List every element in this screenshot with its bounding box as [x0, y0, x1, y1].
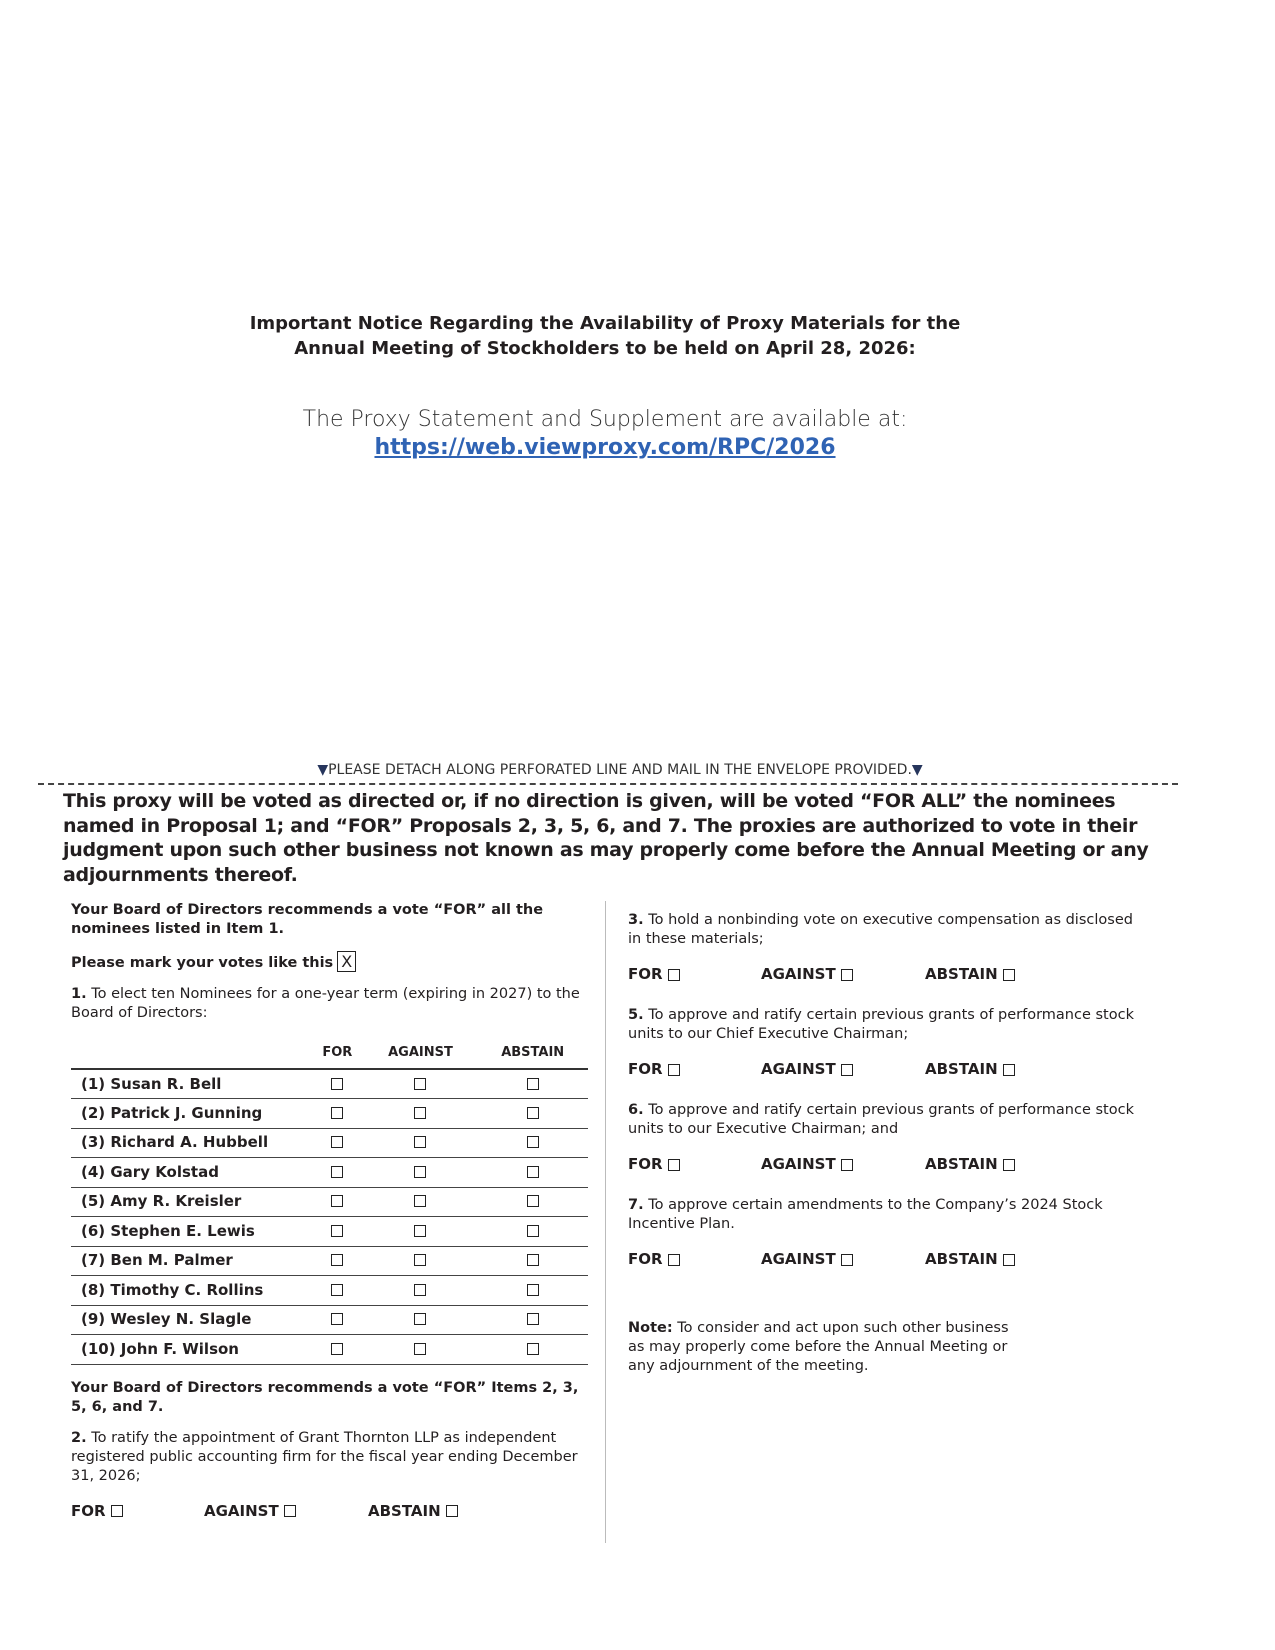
vote-abstain[interactable]	[925, 1060, 1015, 1079]
checkbox-abstain[interactable]	[527, 1343, 539, 1355]
checkbox-abstain[interactable]	[446, 1505, 458, 1517]
checkbox-against[interactable]	[841, 1159, 853, 1171]
note-label: Note:	[628, 1320, 673, 1336]
nominee-name: (10) John F. Wilson	[71, 1335, 311, 1365]
checkbox-abstain[interactable]	[527, 1166, 539, 1178]
note	[628, 1319, 1028, 1376]
proposal-3-votes	[628, 965, 1145, 984]
columns	[63, 901, 1193, 1543]
vote-for[interactable]	[628, 1250, 761, 1269]
checkbox-against[interactable]	[414, 1254, 426, 1266]
checkbox-abstain[interactable]	[527, 1254, 539, 1266]
vote-abstain[interactable]	[368, 1502, 458, 1521]
checkbox-abstain[interactable]	[1003, 1064, 1015, 1076]
checkbox-against[interactable]	[841, 969, 853, 981]
proposal-7-votes	[628, 1250, 1145, 1269]
checkbox-abstain[interactable]	[527, 1136, 539, 1148]
vote-label: ABSTAIN	[925, 1060, 998, 1078]
proposal-number: 1.	[71, 986, 87, 1002]
vote-against[interactable]	[204, 1502, 368, 1521]
vote-for[interactable]	[628, 1155, 761, 1174]
proxy-link[interactable]: https://web.viewproxy.com/RPC/2026	[374, 435, 836, 460]
checkbox-against[interactable]	[414, 1284, 426, 1296]
vote-label: AGAINST	[761, 1060, 836, 1078]
checkbox-for[interactable]	[668, 1254, 680, 1266]
notice-line-1: Important Notice Regarding the Availability of Proxy Materials for the	[249, 313, 961, 334]
checkbox-abstain[interactable]	[527, 1313, 539, 1325]
checkbox-against[interactable]	[414, 1225, 426, 1237]
vote-label: FOR	[628, 1250, 663, 1268]
notice-line-2: Annual Meeting of Stockholders to be held on April 28, 2026:	[294, 338, 916, 359]
down-triangle-icon: ▼	[317, 762, 329, 778]
proposal-text: To ratify the appointment of Grant Thornton LLP as independent registered public accounting firm for the fiscal year ending December 31, 2026;	[71, 1429, 578, 1484]
nominee-name: (3) Richard A. Hubbell	[71, 1128, 311, 1158]
checkbox-for[interactable]	[331, 1195, 343, 1207]
vote-label: FOR	[71, 1501, 106, 1520]
checkbox-for[interactable]	[331, 1225, 343, 1237]
checkbox-abstain[interactable]	[1003, 1254, 1015, 1266]
checkbox-abstain[interactable]	[1003, 969, 1015, 981]
vote-for[interactable]	[71, 1502, 204, 1521]
proposal-number: 5.	[628, 1007, 644, 1023]
perforated-line	[38, 783, 1178, 785]
checkbox-for[interactable]	[331, 1284, 343, 1296]
proposal-6	[628, 1101, 1145, 1139]
proposal-text: To elect ten Nominees for a one-year term (expiring in 2027) to the Board of Directors:	[71, 986, 580, 1021]
vote-abstain[interactable]	[925, 965, 1015, 984]
recommendation-items-2-7: Your Board of Directors recommends a vote “FOR” Items 2, 3, 5, 6, and 7.	[71, 1379, 579, 1415]
mark-label: Please mark your votes like this	[71, 955, 334, 971]
vote-against[interactable]	[761, 1155, 925, 1174]
vote-for[interactable]	[628, 965, 761, 984]
vote-label: ABSTAIN	[925, 1155, 998, 1173]
vote-label: AGAINST	[761, 1250, 836, 1268]
proposal-2-votes	[71, 1502, 591, 1521]
checkbox-against[interactable]	[414, 1107, 426, 1119]
vote-against[interactable]	[761, 1250, 925, 1269]
vote-label: AGAINST	[761, 965, 836, 983]
vote-label: FOR	[628, 1155, 663, 1173]
header-abstain: ABSTAIN	[477, 1043, 588, 1069]
vote-label: FOR	[628, 1060, 663, 1078]
vote-label: AGAINST	[204, 1501, 279, 1520]
vote-label: ABSTAIN	[925, 1250, 998, 1268]
proposal-number: 7.	[628, 1197, 644, 1213]
vote-label: AGAINST	[761, 1155, 836, 1173]
header-against: AGAINST	[364, 1043, 478, 1069]
checkbox-abstain[interactable]	[527, 1225, 539, 1237]
checkbox-for[interactable]	[331, 1313, 343, 1325]
checkbox-against[interactable]	[414, 1078, 426, 1090]
vote-against[interactable]	[761, 965, 925, 984]
vote-abstain[interactable]	[925, 1155, 1015, 1174]
nominee-name: (1) Susan R. Bell	[71, 1069, 311, 1099]
checkbox-for[interactable]	[331, 1078, 343, 1090]
checkbox-abstain[interactable]	[1003, 1159, 1015, 1171]
proposal-5	[628, 1006, 1145, 1044]
proxy-intro: This proxy will be voted as directed or, if no direction is given, will be voted “FOR ALL” the nominees named in Proposal 1; and “FOR” Proposals 2, 3, 5, 6, and 7. The proxies are authorized to vote in their judgment upon such other business not known as may properly come before the Annual Meeting or any adjournments thereof.	[63, 790, 1149, 886]
checkbox-against[interactable]	[414, 1313, 426, 1325]
nominee-name: (2) Patrick J. Gunning	[71, 1099, 311, 1129]
nominee-row	[71, 1158, 588, 1188]
left-column	[71, 901, 591, 1543]
checkbox-against[interactable]	[841, 1064, 853, 1076]
vote-label: ABSTAIN	[368, 1501, 441, 1520]
proposal-7	[628, 1196, 1145, 1234]
right-column	[605, 901, 1145, 1543]
nominee-name: (8) Timothy C. Rollins	[71, 1276, 311, 1306]
nominee-name: (4) Gary Kolstad	[71, 1158, 311, 1188]
vote-for[interactable]	[628, 1060, 761, 1079]
proposal-2	[71, 1429, 591, 1486]
proposal-number: 3.	[628, 912, 644, 928]
proposal-3	[628, 911, 1145, 949]
checkbox-against[interactable]	[841, 1254, 853, 1266]
mark-example: X	[337, 951, 356, 972]
nominee-row	[71, 1099, 588, 1129]
checkbox-for[interactable]	[668, 1064, 680, 1076]
checkbox-for[interactable]	[668, 1159, 680, 1171]
nominee-table	[71, 1043, 588, 1365]
checkbox-abstain[interactable]	[527, 1195, 539, 1207]
proposal-1	[71, 985, 591, 1023]
checkbox-for[interactable]	[331, 1107, 343, 1119]
checkbox-abstain[interactable]	[527, 1284, 539, 1296]
availability	[0, 406, 1210, 462]
header-for: FOR	[311, 1043, 364, 1069]
detach-instruction	[0, 762, 1240, 779]
checkbox-against[interactable]	[284, 1505, 296, 1517]
nominee-row	[71, 1217, 588, 1247]
nominee-row	[71, 1069, 588, 1099]
checkbox-for[interactable]	[331, 1254, 343, 1266]
proposal-text: To approve certain amendments to the Company’s 2024 Stock Incentive Plan.	[628, 1197, 1103, 1232]
mark-instruction	[71, 951, 591, 973]
nominee-name: (6) Stephen E. Lewis	[71, 1217, 311, 1247]
checkbox-for[interactable]	[668, 969, 680, 981]
nominee-row	[71, 1335, 588, 1365]
down-triangle-icon: ▼	[911, 762, 923, 778]
vote-against[interactable]	[761, 1060, 925, 1079]
nominee-name: (5) Amy R. Kreisler	[71, 1187, 311, 1217]
nominee-row	[71, 1276, 588, 1306]
proposal-number: 6.	[628, 1102, 644, 1118]
checkbox-against[interactable]	[414, 1195, 426, 1207]
checkbox-abstain[interactable]	[527, 1078, 539, 1090]
vote-abstain[interactable]	[925, 1250, 1015, 1269]
proposal-number: 2.	[71, 1429, 87, 1446]
note-text: To consider and act upon such other business as may properly come before the Annual Meeting or any adjournment of the meeting.	[628, 1320, 1009, 1374]
notice-heading	[0, 311, 1210, 361]
nominee-name: (9) Wesley N. Slagle	[71, 1305, 311, 1335]
proposal-5-votes	[628, 1060, 1145, 1079]
nominee-name: (7) Ben M. Palmer	[71, 1246, 311, 1276]
proposal-text: To approve and ratify certain previous grants of performance stock units to our Executive Chairman; and	[628, 1102, 1134, 1137]
nominee-row	[71, 1187, 588, 1217]
checkbox-abstain[interactable]	[527, 1107, 539, 1119]
checkbox-against[interactable]	[414, 1136, 426, 1148]
recommendation-item-1: Your Board of Directors recommends a vote “FOR” all the nominees listed in Item 1.	[71, 902, 544, 937]
proxy-card	[63, 789, 1193, 1543]
detach-text: PLEASE DETACH ALONG PERFORATED LINE AND MAIL IN THE ENVELOPE PROVIDED.	[328, 762, 912, 778]
proposal-6-votes	[628, 1155, 1145, 1174]
checkbox-for[interactable]	[111, 1505, 123, 1517]
proposal-text: To approve and ratify certain previous grants of performance stock units to our Chief Executive Chairman;	[628, 1007, 1134, 1042]
vote-label: ABSTAIN	[925, 965, 998, 983]
nominee-row	[71, 1128, 588, 1158]
availability-text: The Proxy Statement and Supplement are available at:	[302, 407, 908, 432]
checkbox-against[interactable]	[414, 1166, 426, 1178]
checkbox-for[interactable]	[331, 1136, 343, 1148]
nominee-row	[71, 1246, 588, 1276]
vote-label: FOR	[628, 965, 663, 983]
checkbox-for[interactable]	[331, 1166, 343, 1178]
proposal-text: To hold a nonbinding vote on executive compensation as disclosed in these materials;	[628, 912, 1133, 947]
nominee-row	[71, 1305, 588, 1335]
checkbox-against[interactable]	[414, 1343, 426, 1355]
checkbox-for[interactable]	[331, 1343, 343, 1355]
